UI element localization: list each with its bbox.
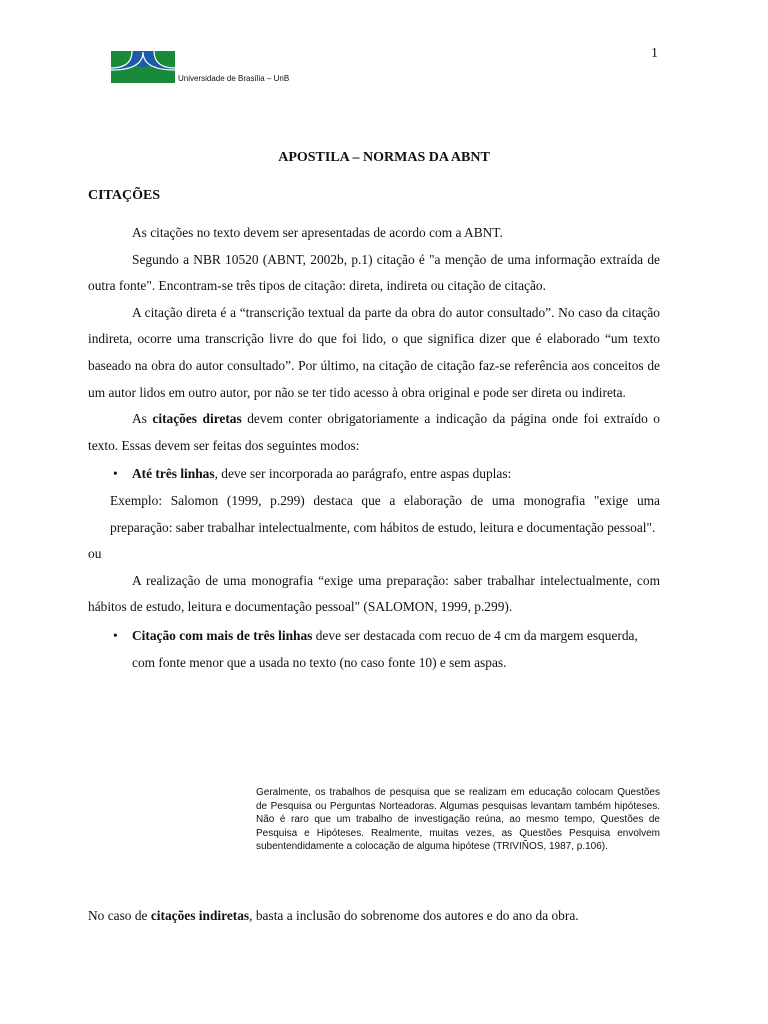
bold-term: Citação com mais de três linhas xyxy=(132,627,313,643)
bullet-item-more-lines xyxy=(110,623,660,676)
paragraph-direct xyxy=(88,406,660,459)
example-paragraph: Exemplo: Salomon (1999, p.299) destaca que a elaboração de uma monografia "exige uma preparação: saber trabalhar intelectualmente, com hábitos de estudo, leitura e documentação pessoal". xyxy=(110,492,660,535)
document-body xyxy=(88,220,660,676)
paragraph-nbr: Segundo a NBR 10520 (ABNT, 2002b, p.1) citação é "a menção de uma informação extraída de outra fonte". Encontram-se três tipos de citação: direta, indireta ou citação de citação. xyxy=(88,251,660,294)
text-run: devem conter obrigatoriamente a indicação da página onde foi extraído o texto. Essas devem ser feitas dos seguintes modos: xyxy=(88,411,661,453)
section-heading: CITAÇÕES xyxy=(88,188,161,203)
document-title: APOSTILA – NORMAS DA ABNT xyxy=(278,150,490,165)
long-quotation-block: Geralmente, os trabalhos de pesquisa que se realizam em educação colocam Questões de Pesquisa ou Perguntas Norteadoras. Algumas pesquisas levantam também hipóteses. Não é raro que um trabalho de investigação reúna, ao mesmo tempo, Questões de Pesquisa e Hipóteses. Realmente, muitas vezes, as Questões Pesquisa envolvem subentendidamente a colocação de alguma hipótese (TRIVIÑOS, 1987, p.106). xyxy=(256,787,660,852)
text-run: No caso de xyxy=(88,908,151,924)
bullet-dot-icon: • xyxy=(113,466,118,482)
page-number: 1 xyxy=(651,46,658,61)
text-run: , basta a inclusão do sobrenome dos autores e do ano da obra. xyxy=(249,908,579,924)
university-name: Universidade de Brasília – UnB xyxy=(178,74,290,83)
bold-term: Até três linhas xyxy=(132,466,215,482)
paragraph-types: A citação direta é a “transcrição textual da parte da obra do autor consultado”. No caso da citação indireta, ocorre uma transcrição livre do que foi lido, o que significa dizer que é elaborado “um texto baseado na obra do autor consultado”. Por último, na citação de citação faz-se referência aos conceitos de um autor lidos em outro autor, por não se ter tido acesso à obra original e pode ser direta ou indireta. xyxy=(88,304,660,400)
bullet-item-three-lines xyxy=(110,461,660,488)
paragraph-realizacao: A realização de uma monografia “exige uma preparação: saber trabalhar intelectualmente, com hábitos de estudo, leitura e documentação pessoal" (SALOMON, 1999, p.299). xyxy=(88,572,660,615)
unb-logo-icon xyxy=(110,50,176,84)
paragraph-intro: As citações no texto devem ser apresentadas de acordo com a ABNT. xyxy=(132,225,503,240)
bold-term: citações diretas xyxy=(152,411,242,427)
text-run: As xyxy=(132,411,153,427)
or-word: ou xyxy=(88,546,102,562)
text-run: , deve ser incorporada ao parágrafo, entre aspas duplas: xyxy=(214,466,512,482)
page-header xyxy=(110,50,670,90)
paragraph-indirect xyxy=(88,903,660,929)
text-run: deve ser destacada com recuo de 4 cm da margem esquerda, com fonte menor que a usada no texto (no caso fonte 10) e sem aspas. xyxy=(132,627,638,670)
bold-term: citações indiretas xyxy=(150,908,250,924)
bullet-dot-icon: • xyxy=(113,627,118,643)
